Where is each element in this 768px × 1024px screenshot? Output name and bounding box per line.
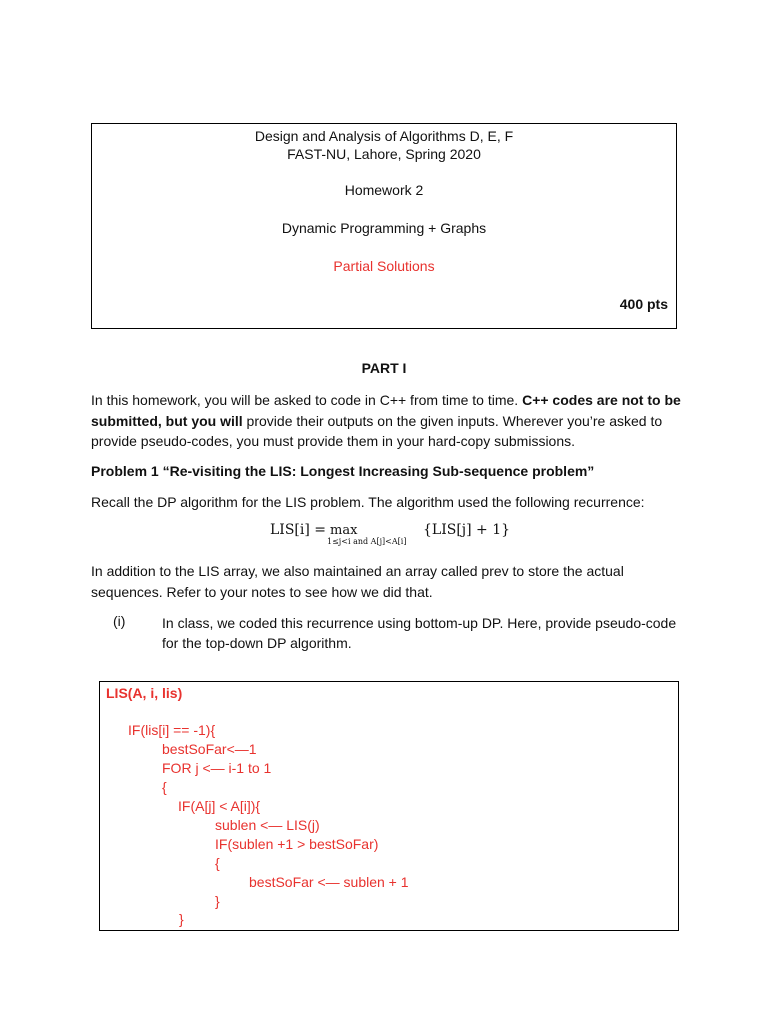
part-heading: PART I	[361, 360, 407, 376]
homework-number: Homework 2	[344, 182, 424, 198]
title-box	[91, 123, 677, 329]
recall-paragraph: Recall the DP algorithm for the LIS problem. The algorithm used the following recurrence:	[91, 494, 645, 510]
pseudo-code-box	[99, 681, 679, 931]
school-line: FAST-NU, Lahore, Spring 2020	[287, 146, 481, 162]
intro-paragraph	[91, 390, 681, 452]
code-title: LIS(A, i, lis)	[106, 685, 183, 701]
code-line: }	[215, 893, 220, 909]
code-line: IF(A[j] < A[i]){	[178, 798, 261, 814]
intro-text-1: In this homework, you will be asked to code in C++ from time to time.	[91, 392, 523, 408]
partial-solutions-label: Partial Solutions	[333, 258, 435, 274]
formula-subscript: 1≤j<i and A[j]<A[i]	[327, 537, 407, 546]
formula-lhs: LIS[i] =	[270, 522, 326, 538]
code-line: IF(lis[i] == -1){	[128, 722, 216, 738]
intro-text-2: provide their outputs on the given inputs. Wherever you’re asked to provide pseudo-codes, you must provide them in your hard-copy submissions.	[91, 412, 663, 449]
code-line: {	[162, 779, 167, 795]
code-line: bestSoFar<—1	[162, 741, 257, 757]
homework-topic: Dynamic Programming + Graphs	[281, 220, 487, 236]
course-title: Design and Analysis of Algorithms D, E, F	[254, 128, 514, 144]
total-points: 400 pts	[619, 296, 668, 312]
intro-bold-text: C++ codes are not to be submitted, but you will	[91, 392, 681, 429]
item-i-number: (i)	[113, 613, 126, 629]
code-line: sublen <— LIS(j)	[215, 817, 320, 833]
problem-1-title: Problem 1 “Re-visiting the LIS: Longest Increasing Sub-sequence problem”	[91, 463, 595, 479]
code-line: IF(sublen +1 > bestSoFar)	[215, 836, 379, 852]
code-line: bestSoFar <— sublen + 1	[249, 874, 409, 890]
code-line: FOR j <— i-1 to 1	[162, 760, 272, 776]
addition-paragraph: In addition to the LIS array, we also maintained an array called prev to store the actual sequences. Refer to your notes to see how we did that.	[91, 563, 624, 600]
item-i-text: In class, we coded this recurrence using bottom-up DP. Here, provide pseudo-code for the top-down DP algorithm.	[162, 615, 677, 651]
formula-max: max	[330, 523, 358, 538]
code-line: }	[179, 911, 184, 927]
formula-rhs: {LIS[j] + 1}	[423, 522, 511, 538]
code-line: {	[215, 855, 220, 871]
